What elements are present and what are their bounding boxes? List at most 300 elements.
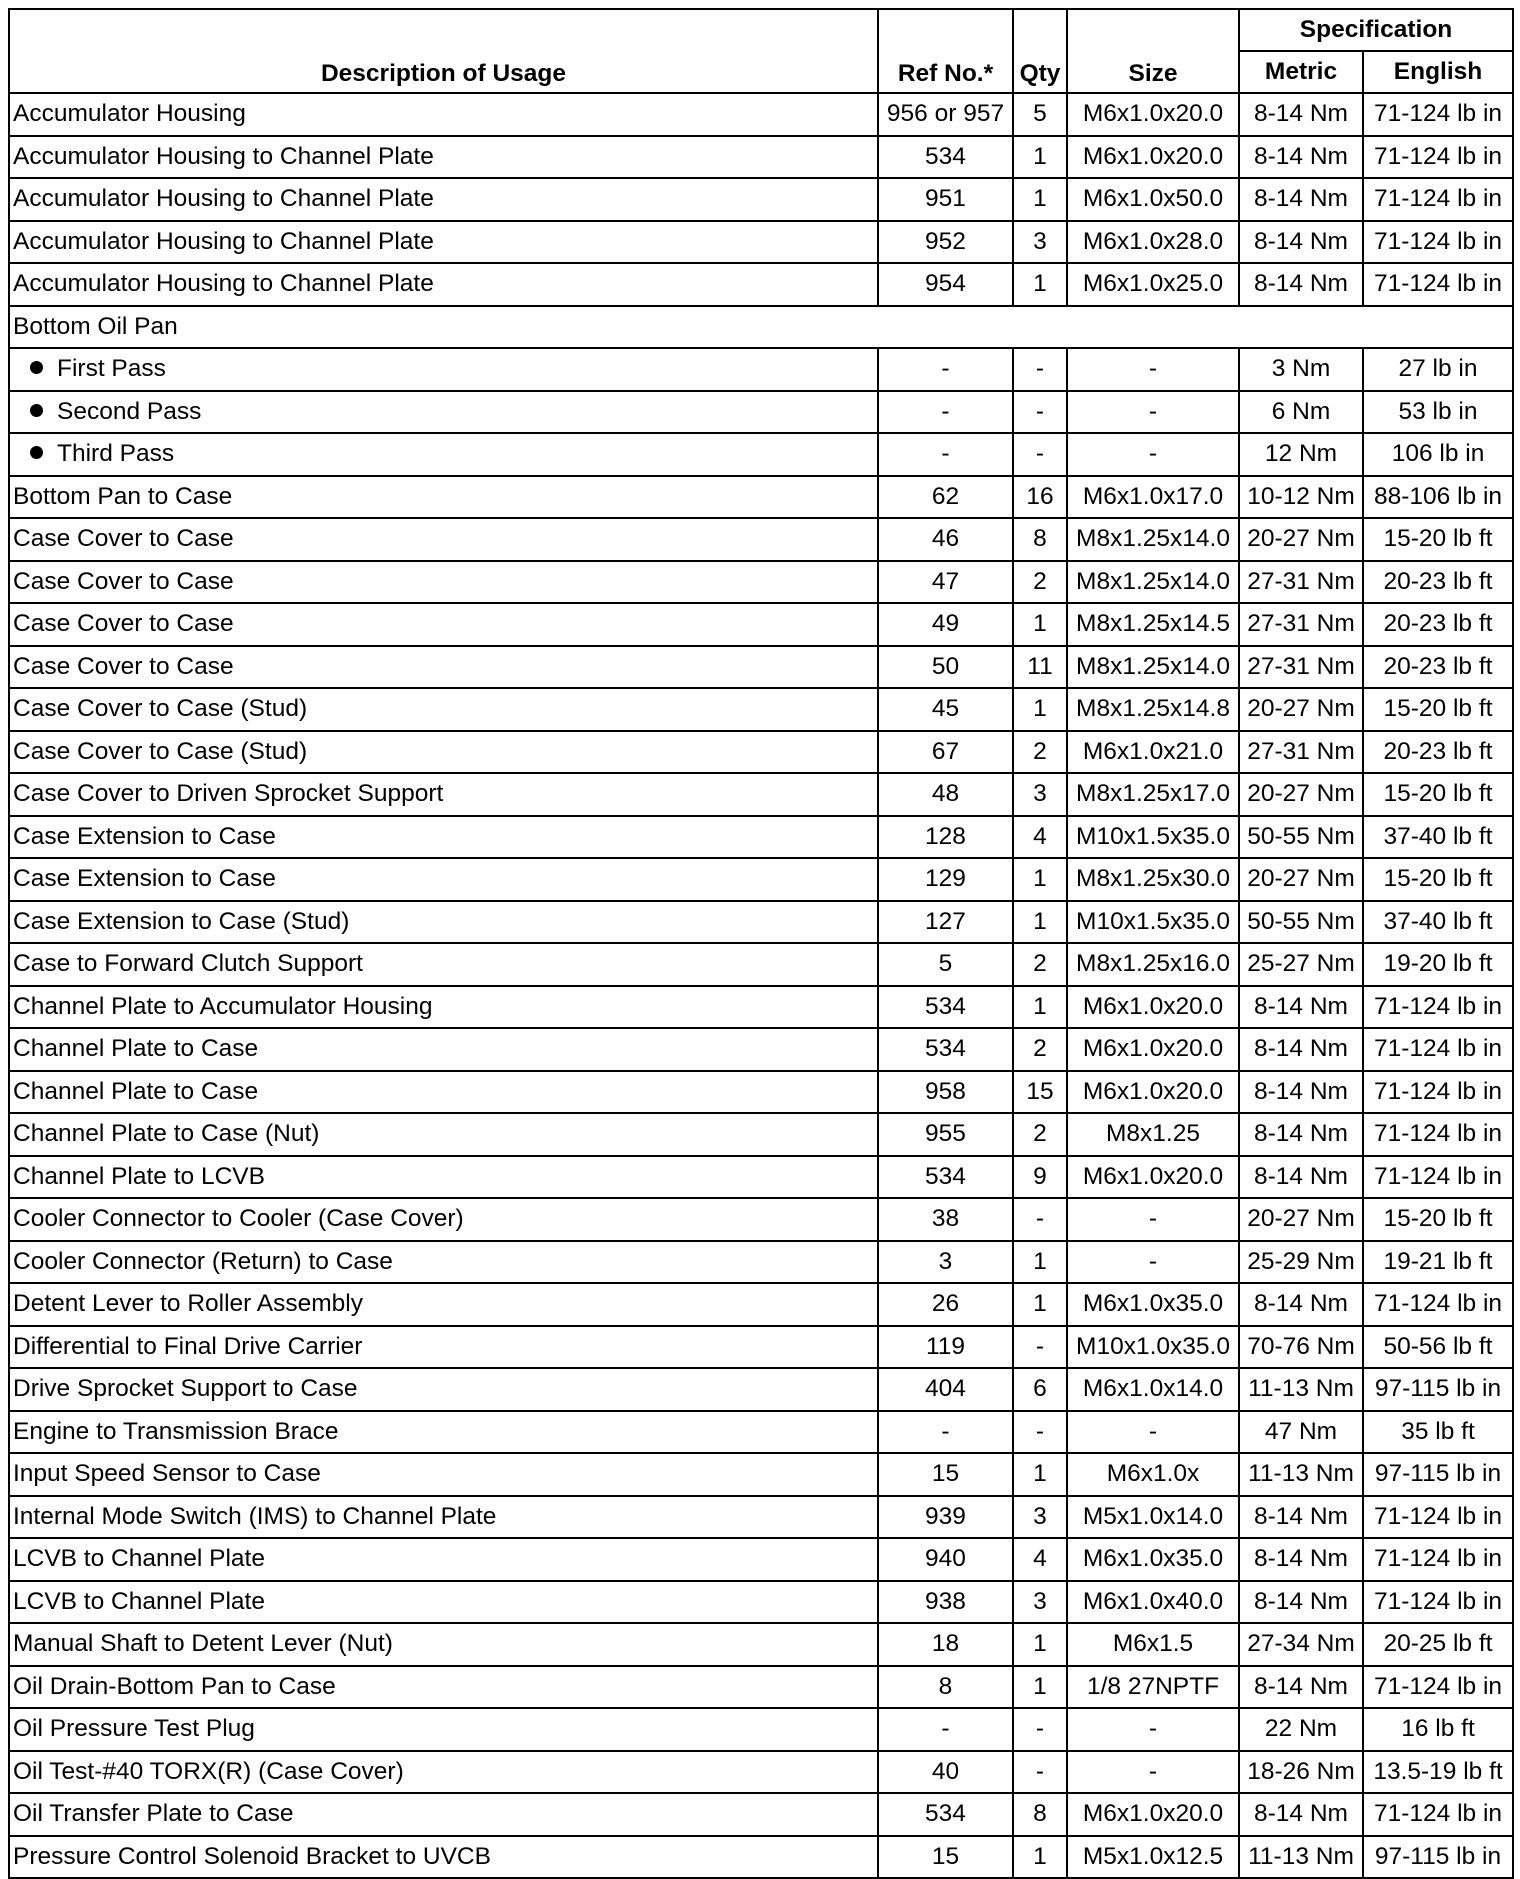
metric-cell: 25-29 Nm	[1239, 1241, 1363, 1284]
description-text: Second Pass	[57, 397, 202, 425]
ref-no-cell: 46	[878, 518, 1013, 561]
description-cell: Channel Plate to Accumulator Housing	[9, 986, 878, 1029]
description-cell: Case Extension to Case (Stud)	[9, 901, 878, 944]
english-cell: 97-115 lb in	[1363, 1836, 1513, 1879]
description-cell: Channel Plate to Case	[9, 1028, 878, 1071]
table-row	[9, 1113, 1513, 1156]
size-cell: M5x1.0x14.0	[1067, 1496, 1239, 1539]
size-cell: -	[1067, 1751, 1239, 1794]
metric-cell: 27-31 Nm	[1239, 561, 1363, 604]
qty-cell: 15	[1013, 1071, 1067, 1114]
description-cell: Engine to Transmission Brace	[9, 1411, 878, 1454]
table-row	[9, 136, 1513, 179]
description-cell: Oil Test-#40 TORX(R) (Case Cover)	[9, 1751, 878, 1794]
table-row	[9, 263, 1513, 306]
english-cell: 71-124 lb in	[1363, 1113, 1513, 1156]
size-cell: M8x1.25x14.0	[1067, 561, 1239, 604]
english-cell: 106 lb in	[1363, 433, 1513, 476]
column-header-english: English	[1363, 51, 1513, 93]
size-cell: M6x1.5	[1067, 1623, 1239, 1666]
size-cell: M8x1.25x17.0	[1067, 773, 1239, 816]
description-cell: Accumulator Housing	[9, 93, 878, 136]
description-cell: Channel Plate to Case (Nut)	[9, 1113, 878, 1156]
description-cell: Bottom Pan to Case	[9, 476, 878, 519]
english-cell: 20-25 lb ft	[1363, 1623, 1513, 1666]
english-cell: 50-56 lb ft	[1363, 1326, 1513, 1369]
english-cell: 16 lb ft	[1363, 1708, 1513, 1751]
ref-no-cell: 45	[878, 688, 1013, 731]
ref-no-cell: 939	[878, 1496, 1013, 1539]
metric-cell: 8-14 Nm	[1239, 1496, 1363, 1539]
table-row	[9, 1793, 1513, 1836]
qty-cell: 1	[1013, 1241, 1067, 1284]
metric-cell: 50-55 Nm	[1239, 901, 1363, 944]
description-cell: Drive Sprocket Support to Case	[9, 1368, 878, 1411]
ref-no-cell: 938	[878, 1581, 1013, 1624]
metric-cell: 8-14 Nm	[1239, 178, 1363, 221]
description-cell: Cooler Connector (Return) to Case	[9, 1241, 878, 1284]
ref-no-cell: -	[878, 1708, 1013, 1751]
ref-no-cell: 62	[878, 476, 1013, 519]
description-cell: Case Cover to Case (Stud)	[9, 731, 878, 774]
qty-cell: -	[1013, 1326, 1067, 1369]
table-row	[9, 476, 1513, 519]
metric-cell: 20-27 Nm	[1239, 1198, 1363, 1241]
english-cell: 20-23 lb ft	[1363, 731, 1513, 774]
metric-cell: 8-14 Nm	[1239, 1156, 1363, 1199]
metric-cell: 27-31 Nm	[1239, 731, 1363, 774]
english-cell: 71-124 lb in	[1363, 1538, 1513, 1581]
metric-cell: 3 Nm	[1239, 348, 1363, 391]
size-cell: M8x1.25x14.0	[1067, 646, 1239, 689]
bullet-icon	[30, 446, 43, 459]
size-cell: -	[1067, 391, 1239, 434]
metric-cell: 8-14 Nm	[1239, 1113, 1363, 1156]
description-cell: Case Cover to Case	[9, 561, 878, 604]
qty-cell: 1	[1013, 263, 1067, 306]
description-cell: Channel Plate to LCVB	[9, 1156, 878, 1199]
description-cell: Accumulator Housing to Channel Plate	[9, 263, 878, 306]
column-header-specification: Specification	[1239, 9, 1513, 51]
qty-cell: 2	[1013, 943, 1067, 986]
description-cell: Case Cover to Driven Sprocket Support	[9, 773, 878, 816]
english-cell: 15-20 lb ft	[1363, 773, 1513, 816]
size-cell: -	[1067, 1241, 1239, 1284]
description-cell	[9, 433, 878, 476]
ref-no-cell: -	[878, 433, 1013, 476]
size-cell: M6x1.0x25.0	[1067, 263, 1239, 306]
size-cell: M6x1.0x20.0	[1067, 1793, 1239, 1836]
description-cell	[9, 348, 878, 391]
english-cell: 71-124 lb in	[1363, 986, 1513, 1029]
english-cell: 37-40 lb ft	[1363, 816, 1513, 859]
table-row	[9, 858, 1513, 901]
qty-cell: 1	[1013, 688, 1067, 731]
description-cell: Input Speed Sensor to Case	[9, 1453, 878, 1496]
qty-cell: -	[1013, 391, 1067, 434]
english-cell: 71-124 lb in	[1363, 1283, 1513, 1326]
table-row	[9, 1581, 1513, 1624]
size-cell: M6x1.0x20.0	[1067, 1071, 1239, 1114]
metric-cell: 8-14 Nm	[1239, 1793, 1363, 1836]
size-cell: M6x1.0x20.0	[1067, 93, 1239, 136]
size-cell: M6x1.0x35.0	[1067, 1538, 1239, 1581]
table-row	[9, 1666, 1513, 1709]
ref-no-cell: 128	[878, 816, 1013, 859]
english-cell: 71-124 lb in	[1363, 178, 1513, 221]
metric-cell: 18-26 Nm	[1239, 1751, 1363, 1794]
ref-no-cell: 40	[878, 1751, 1013, 1794]
qty-cell: 4	[1013, 1538, 1067, 1581]
english-cell: 71-124 lb in	[1363, 136, 1513, 179]
ref-no-cell: -	[878, 391, 1013, 434]
english-cell: 19-20 lb ft	[1363, 943, 1513, 986]
size-cell: M6x1.0x50.0	[1067, 178, 1239, 221]
metric-cell: 8-14 Nm	[1239, 221, 1363, 264]
metric-cell: 6 Nm	[1239, 391, 1363, 434]
size-cell: M6x1.0x28.0	[1067, 221, 1239, 264]
metric-cell: 11-13 Nm	[1239, 1368, 1363, 1411]
metric-cell: 27-34 Nm	[1239, 1623, 1363, 1666]
metric-cell: 47 Nm	[1239, 1411, 1363, 1454]
ref-no-cell: 47	[878, 561, 1013, 604]
description-cell: Case Cover to Case	[9, 603, 878, 646]
size-cell: M6x1.0x21.0	[1067, 731, 1239, 774]
english-cell: 71-124 lb in	[1363, 1581, 1513, 1624]
ref-no-cell: 8	[878, 1666, 1013, 1709]
size-cell: M6x1.0x35.0	[1067, 1283, 1239, 1326]
english-cell: 53 lb in	[1363, 391, 1513, 434]
size-cell: M6x1.0x20.0	[1067, 1156, 1239, 1199]
table-section-row	[9, 306, 1513, 349]
ref-no-cell: 952	[878, 221, 1013, 264]
qty-cell: -	[1013, 1708, 1067, 1751]
qty-cell: 1	[1013, 1453, 1067, 1496]
qty-cell: 3	[1013, 1581, 1067, 1624]
table-row	[9, 93, 1513, 136]
table-row	[9, 1241, 1513, 1284]
metric-cell: 8-14 Nm	[1239, 1666, 1363, 1709]
column-header-qty: Qty	[1013, 9, 1067, 93]
table-row	[9, 646, 1513, 689]
metric-cell: 8-14 Nm	[1239, 1283, 1363, 1326]
table-row	[9, 1368, 1513, 1411]
table-row	[9, 561, 1513, 604]
metric-cell: 8-14 Nm	[1239, 986, 1363, 1029]
table-row	[9, 433, 1513, 476]
qty-cell: -	[1013, 433, 1067, 476]
size-cell: M6x1.0x20.0	[1067, 136, 1239, 179]
description-cell: Case Extension to Case	[9, 816, 878, 859]
qty-cell: 2	[1013, 731, 1067, 774]
table-row	[9, 1836, 1513, 1879]
table-body	[9, 93, 1513, 1878]
ref-no-cell: 129	[878, 858, 1013, 901]
english-cell: 20-23 lb ft	[1363, 603, 1513, 646]
table-row	[9, 1496, 1513, 1539]
metric-cell: 8-14 Nm	[1239, 1028, 1363, 1071]
section-label: Bottom Oil Pan	[9, 306, 1513, 349]
metric-cell: 50-55 Nm	[1239, 816, 1363, 859]
metric-cell: 8-14 Nm	[1239, 1538, 1363, 1581]
size-cell: M6x1.0x20.0	[1067, 986, 1239, 1029]
size-cell: M8x1.25x30.0	[1067, 858, 1239, 901]
ref-no-cell: 404	[878, 1368, 1013, 1411]
description-cell: Manual Shaft to Detent Lever (Nut)	[9, 1623, 878, 1666]
english-cell: 71-124 lb in	[1363, 1071, 1513, 1114]
size-cell: 1/8 27NPTF	[1067, 1666, 1239, 1709]
size-cell: -	[1067, 1708, 1239, 1751]
ref-no-cell: 127	[878, 901, 1013, 944]
qty-cell: 8	[1013, 518, 1067, 561]
table-row	[9, 901, 1513, 944]
description-cell: Pressure Control Solenoid Bracket to UVCB	[9, 1836, 878, 1879]
english-cell: 15-20 lb ft	[1363, 518, 1513, 561]
english-cell: 88-106 lb in	[1363, 476, 1513, 519]
qty-cell: 1	[1013, 858, 1067, 901]
ref-no-cell: 18	[878, 1623, 1013, 1666]
english-cell: 71-124 lb in	[1363, 263, 1513, 306]
qty-cell: 1	[1013, 986, 1067, 1029]
size-cell: M6x1.0x17.0	[1067, 476, 1239, 519]
column-header-metric: Metric	[1239, 51, 1363, 93]
ref-no-cell: 3	[878, 1241, 1013, 1284]
description-cell: Case Extension to Case	[9, 858, 878, 901]
ref-no-cell: 958	[878, 1071, 1013, 1114]
ref-no-cell: 67	[878, 731, 1013, 774]
metric-cell: 11-13 Nm	[1239, 1836, 1363, 1879]
qty-cell: 1	[1013, 136, 1067, 179]
qty-cell: 1	[1013, 603, 1067, 646]
description-cell: Accumulator Housing to Channel Plate	[9, 221, 878, 264]
size-cell: M8x1.25x16.0	[1067, 943, 1239, 986]
qty-cell: -	[1013, 1198, 1067, 1241]
metric-cell: 12 Nm	[1239, 433, 1363, 476]
table-row	[9, 943, 1513, 986]
size-cell: M10x1.0x35.0	[1067, 1326, 1239, 1369]
english-cell: 35 lb ft	[1363, 1411, 1513, 1454]
qty-cell: -	[1013, 1411, 1067, 1454]
english-cell: 71-124 lb in	[1363, 1496, 1513, 1539]
ref-no-cell: 49	[878, 603, 1013, 646]
english-cell: 71-124 lb in	[1363, 1793, 1513, 1836]
size-cell: M6x1.0x	[1067, 1453, 1239, 1496]
description-cell: Cooler Connector to Cooler (Case Cover)	[9, 1198, 878, 1241]
ref-no-cell: 534	[878, 136, 1013, 179]
size-cell: -	[1067, 433, 1239, 476]
table-row	[9, 731, 1513, 774]
size-cell: M10x1.5x35.0	[1067, 901, 1239, 944]
ref-no-cell: 955	[878, 1113, 1013, 1156]
ref-no-cell: 951	[878, 178, 1013, 221]
size-cell: -	[1067, 1198, 1239, 1241]
table-row	[9, 348, 1513, 391]
english-cell: 20-23 lb ft	[1363, 646, 1513, 689]
size-cell: M8x1.25x14.0	[1067, 518, 1239, 561]
metric-cell: 20-27 Nm	[1239, 518, 1363, 561]
qty-cell: 8	[1013, 1793, 1067, 1836]
qty-cell: 4	[1013, 816, 1067, 859]
table-row	[9, 1538, 1513, 1581]
english-cell: 37-40 lb ft	[1363, 901, 1513, 944]
ref-no-cell: 50	[878, 646, 1013, 689]
english-cell: 19-21 lb ft	[1363, 1241, 1513, 1284]
qty-cell: 11	[1013, 646, 1067, 689]
qty-cell: 3	[1013, 1496, 1067, 1539]
table-row	[9, 1623, 1513, 1666]
description-cell: Oil Pressure Test Plug	[9, 1708, 878, 1751]
qty-cell: 1	[1013, 1666, 1067, 1709]
description-cell: Oil Transfer Plate to Case	[9, 1793, 878, 1836]
ref-no-cell: 38	[878, 1198, 1013, 1241]
size-cell: M10x1.5x35.0	[1067, 816, 1239, 859]
qty-cell: 5	[1013, 93, 1067, 136]
table-header	[9, 9, 1513, 93]
qty-cell: -	[1013, 348, 1067, 391]
table-row	[9, 518, 1513, 561]
ref-no-cell: 119	[878, 1326, 1013, 1369]
table-row	[9, 816, 1513, 859]
metric-cell: 8-14 Nm	[1239, 263, 1363, 306]
size-cell: M5x1.0x12.5	[1067, 1836, 1239, 1879]
column-header-size: Size	[1067, 9, 1239, 93]
english-cell: 27 lb in	[1363, 348, 1513, 391]
size-cell: M8x1.25x14.8	[1067, 688, 1239, 731]
metric-cell: 8-14 Nm	[1239, 1071, 1363, 1114]
qty-cell: 1	[1013, 1836, 1067, 1879]
ref-no-cell: 534	[878, 986, 1013, 1029]
description-cell: LCVB to Channel Plate	[9, 1581, 878, 1624]
description-cell: Oil Drain-Bottom Pan to Case	[9, 1666, 878, 1709]
english-cell: 13.5-19 lb ft	[1363, 1751, 1513, 1794]
qty-cell: 2	[1013, 561, 1067, 604]
size-cell: -	[1067, 348, 1239, 391]
metric-cell: 11-13 Nm	[1239, 1453, 1363, 1496]
description-cell: Case to Forward Clutch Support	[9, 943, 878, 986]
table-row	[9, 178, 1513, 221]
bullet-icon	[30, 361, 43, 374]
qty-cell: -	[1013, 1751, 1067, 1794]
ref-no-cell: 5	[878, 943, 1013, 986]
description-text: First Pass	[57, 355, 166, 382]
description-cell: Accumulator Housing to Channel Plate	[9, 136, 878, 179]
ref-no-cell: 534	[878, 1793, 1013, 1836]
description-cell: Case Cover to Case (Stud)	[9, 688, 878, 731]
qty-cell: 1	[1013, 1283, 1067, 1326]
description-cell: Case Cover to Case	[9, 646, 878, 689]
column-header-description: Description of Usage	[9, 9, 878, 93]
table-row	[9, 1326, 1513, 1369]
ref-no-cell: 48	[878, 773, 1013, 816]
ref-no-cell: -	[878, 1411, 1013, 1454]
metric-cell: 27-31 Nm	[1239, 646, 1363, 689]
table-row	[9, 1028, 1513, 1071]
ref-no-cell: 534	[878, 1156, 1013, 1199]
table-row	[9, 1411, 1513, 1454]
qty-cell: 1	[1013, 901, 1067, 944]
english-cell: 71-124 lb in	[1363, 1666, 1513, 1709]
ref-no-cell: 940	[878, 1538, 1013, 1581]
english-cell: 97-115 lb in	[1363, 1453, 1513, 1496]
column-header-ref-no: Ref No.*	[878, 9, 1013, 93]
table-row	[9, 1751, 1513, 1794]
english-cell: 71-124 lb in	[1363, 93, 1513, 136]
table-row	[9, 773, 1513, 816]
qty-cell: 2	[1013, 1113, 1067, 1156]
size-cell: M8x1.25	[1067, 1113, 1239, 1156]
ref-no-cell: 534	[878, 1028, 1013, 1071]
bullet-icon	[30, 404, 43, 417]
metric-cell: 27-31 Nm	[1239, 603, 1363, 646]
table-row	[9, 221, 1513, 264]
qty-cell: 9	[1013, 1156, 1067, 1199]
qty-cell: 2	[1013, 1028, 1067, 1071]
ref-no-cell: 15	[878, 1453, 1013, 1496]
english-cell: 71-124 lb in	[1363, 221, 1513, 264]
metric-cell: 25-27 Nm	[1239, 943, 1363, 986]
table-row	[9, 391, 1513, 434]
description-cell	[9, 391, 878, 434]
english-cell: 71-124 lb in	[1363, 1156, 1513, 1199]
ref-no-cell: 15	[878, 1836, 1013, 1879]
size-cell: M6x1.0x40.0	[1067, 1581, 1239, 1624]
english-cell: 15-20 lb ft	[1363, 688, 1513, 731]
ref-no-cell: 26	[878, 1283, 1013, 1326]
table-row	[9, 603, 1513, 646]
metric-cell: 8-14 Nm	[1239, 1581, 1363, 1624]
ref-no-cell: -	[878, 348, 1013, 391]
table-row	[9, 1156, 1513, 1199]
size-cell: M8x1.25x14.5	[1067, 603, 1239, 646]
qty-cell: 3	[1013, 221, 1067, 264]
table-row	[9, 688, 1513, 731]
table-row	[9, 1453, 1513, 1496]
description-text: Third Pass	[57, 440, 175, 467]
metric-cell: 8-14 Nm	[1239, 93, 1363, 136]
metric-cell: 20-27 Nm	[1239, 688, 1363, 731]
qty-cell: 16	[1013, 476, 1067, 519]
english-cell: 15-20 lb ft	[1363, 1198, 1513, 1241]
metric-cell: 20-27 Nm	[1239, 773, 1363, 816]
metric-cell: 10-12 Nm	[1239, 476, 1363, 519]
size-cell: M6x1.0x20.0	[1067, 1028, 1239, 1071]
table-row	[9, 1283, 1513, 1326]
qty-cell: 6	[1013, 1368, 1067, 1411]
qty-cell: 3	[1013, 773, 1067, 816]
description-cell: Internal Mode Switch (IMS) to Channel Plate	[9, 1496, 878, 1539]
description-cell: Case Cover to Case	[9, 518, 878, 561]
english-cell: 20-23 lb ft	[1363, 561, 1513, 604]
table-row	[9, 1198, 1513, 1241]
metric-cell: 20-27 Nm	[1239, 858, 1363, 901]
qty-cell: 1	[1013, 178, 1067, 221]
size-cell: M6x1.0x14.0	[1067, 1368, 1239, 1411]
table-row	[9, 1071, 1513, 1114]
description-cell: Channel Plate to Case	[9, 1071, 878, 1114]
qty-cell: 1	[1013, 1623, 1067, 1666]
metric-cell: 70-76 Nm	[1239, 1326, 1363, 1369]
table-row	[9, 986, 1513, 1029]
description-cell: Detent Lever to Roller Assembly	[9, 1283, 878, 1326]
description-cell: Differential to Final Drive Carrier	[9, 1326, 878, 1369]
ref-no-cell: 954	[878, 263, 1013, 306]
description-cell: Accumulator Housing to Channel Plate	[9, 178, 878, 221]
description-cell: LCVB to Channel Plate	[9, 1538, 878, 1581]
ref-no-cell: 956 or 957	[878, 93, 1013, 136]
english-cell: 97-115 lb in	[1363, 1368, 1513, 1411]
english-cell: 71-124 lb in	[1363, 1028, 1513, 1071]
metric-cell: 22 Nm	[1239, 1708, 1363, 1751]
